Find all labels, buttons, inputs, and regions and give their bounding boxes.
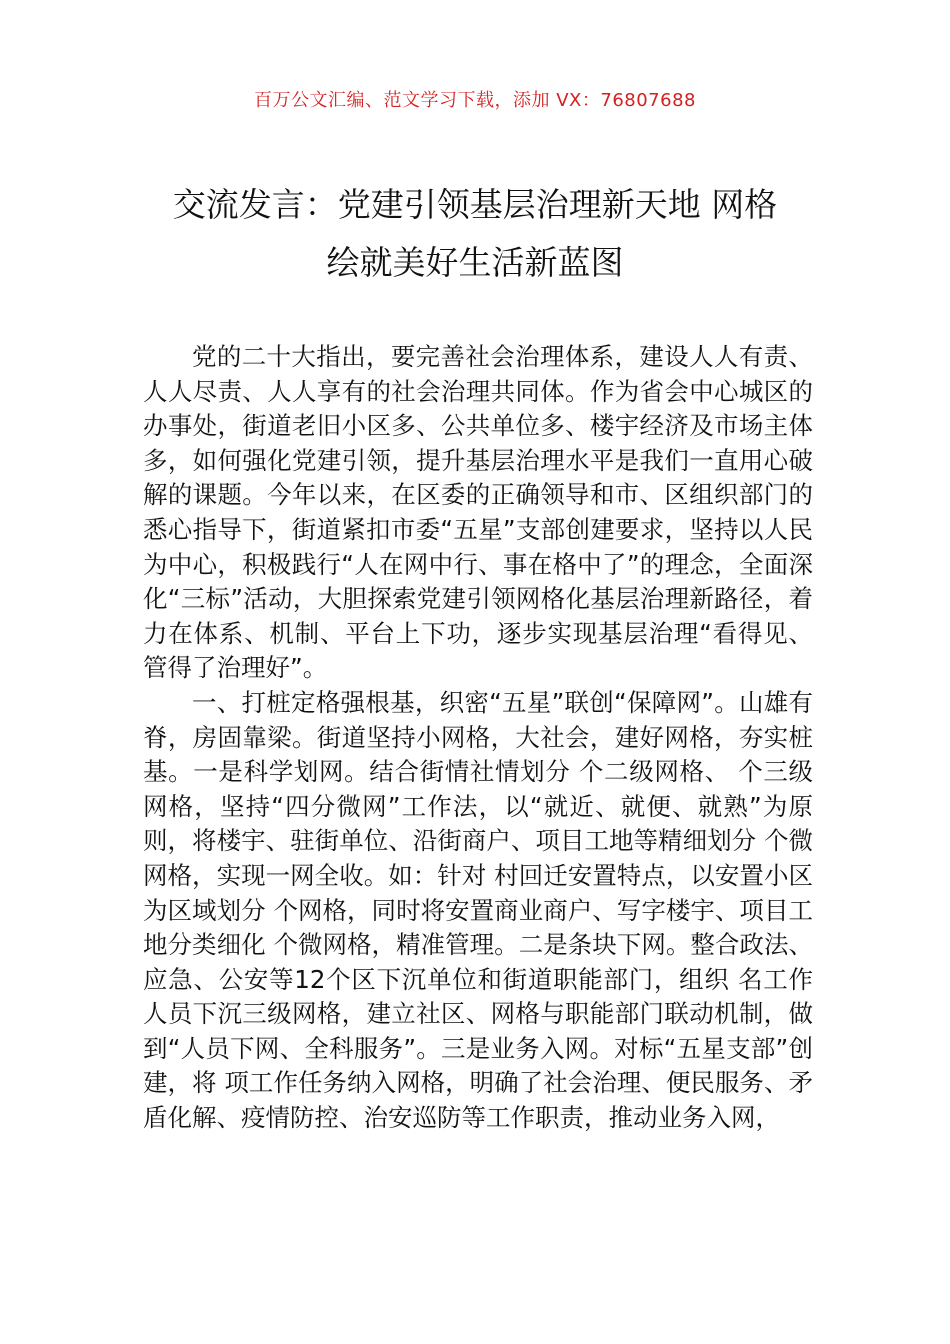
paragraph-intro: 党的二十大指出，要完善社会治理体系，建设人人有责、人人尽责、人人享有的社会治理共同体。作为省会中心城区的办事处，街道老旧小区多、公共单位多、楼宇经济及市场主体多，如何强化党建引领，提升基层治理水平是我们一直用心破解的课题。今年以来，在区委的正确领导和市、区组织部门的悉心指导下，街道紧扣市委“五星”支部创建要求，坚持以人民为中心，积极践行“人在网中行、事在格中了”的理念，全面深化“三标”活动，大胆探索党建引领网格化基层治理新路径，着力在体系、机制、平台上下功，逐步实现基层治理“看得见、管得了治理好”。 [143, 342, 813, 683]
paragraph-section-1: 一、打桩定格强根基，织密“五星”联创“保障网”。山雄有脊，房固靠梁。街道坚持小网格，大社会，建好网格，夯实桩基。一是科学划网。结合街情社情划分 个二级网格、 个三级网格，坚持“四分微网”工作法，以“就近、就便、就熟”为原则，将楼宇、驻街单位、沿街商户、项目工地等精细划分 个微网格，实现一网全收。如：针对 村回迁安置特点，以安置小区为区域划分 个网格，同时将安置商业商户、写字楼宇、项目工地分类细化 个微网格，精准管理。二是条块下网。整合政法、应急、公安等12个区下沉单位和街道职能部门，组织 名工作人员下沉三级网格，建立社区、网格与职能部门联动机制，做到“人员下网、全科服务”。三是业务入网。对标“五星支部”创建，将 项工作任务纳入网格，明确了社会治理、便民服务、矛盾化解、疫情防控、治安巡防等工作职责，推动业务入网， [143, 687, 813, 1133]
title-line-2: 绘就美好生活新蓝图 [326, 243, 624, 282]
watermark-banner: 百万公文汇编、范文学习下载，添加 VX：76807688 [254, 90, 696, 111]
document-title [120, 176, 830, 292]
title-line-1: 交流发言：党建引领基层治理新天地 网格 [172, 185, 778, 224]
document-body [143, 340, 813, 1136]
